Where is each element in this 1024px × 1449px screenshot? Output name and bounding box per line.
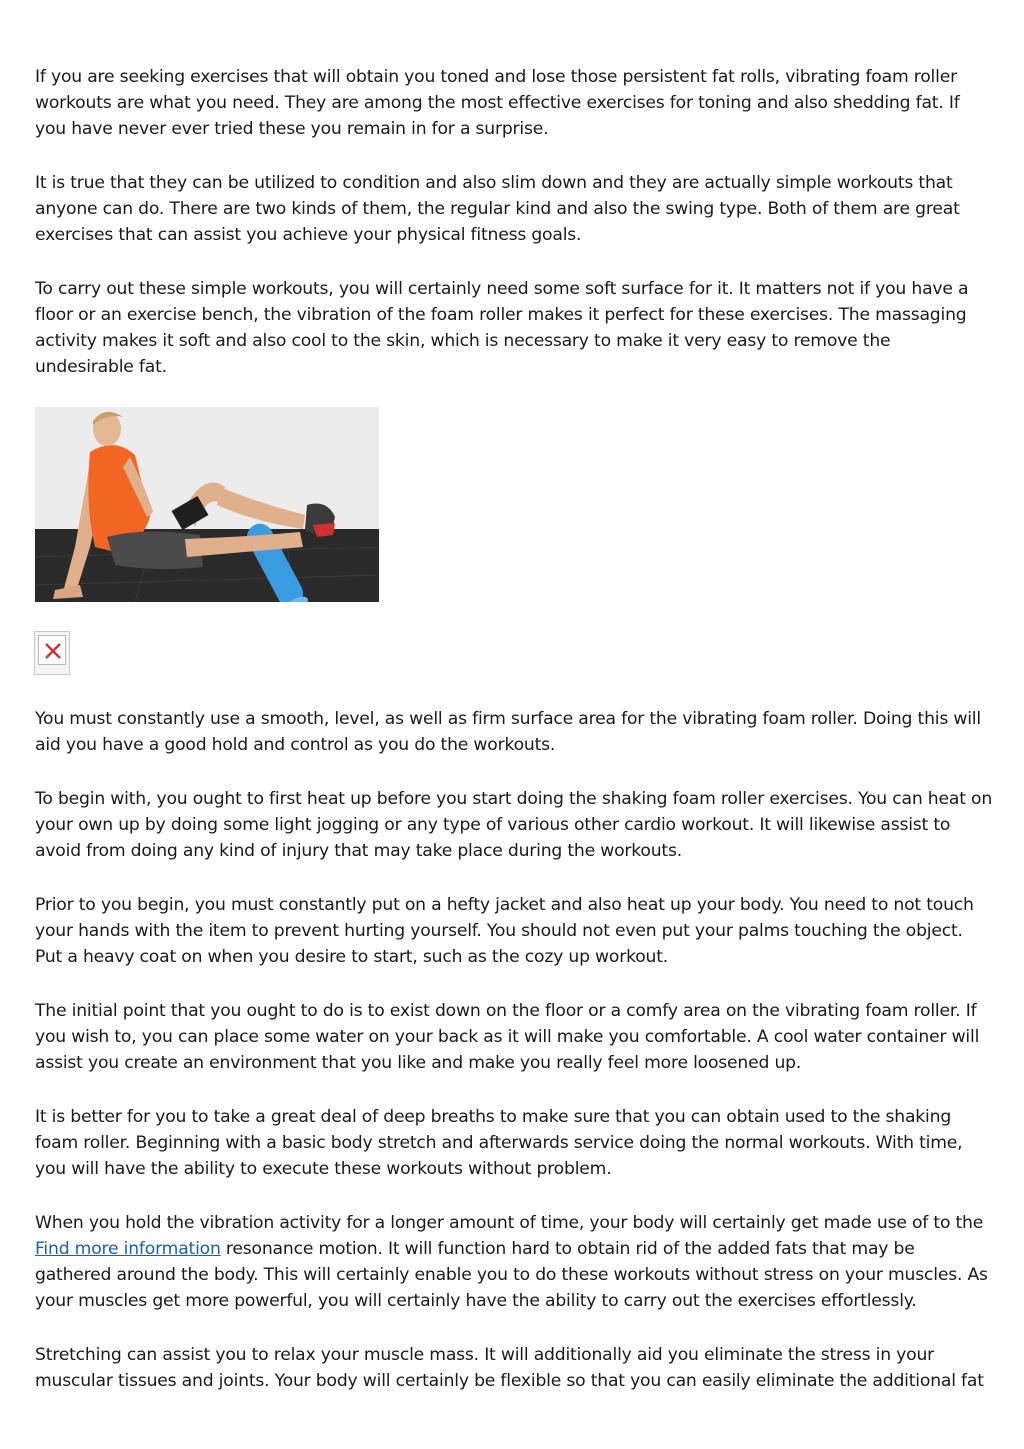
paragraph-5: To begin with, you ought to first heat up before you start doing the shaking foam roller exercises. You can heat on your own up by doing some light jogging or any type of various other cardio workout. It will likewise assist to avoid from doing any kind of injury that may take place during the workouts. [35,789,993,861]
article-top [35,64,993,408]
paragraph-9-before: When you hold the vibration activity for a longer amount of time, your body will certainly get made use of to the [35,1213,984,1233]
broken-image-placeholder [34,631,70,675]
paragraph-8: It is better for you to take a great deal of deep breaths to make sure that you can obtain used to the shaking foam roller. Beginning with a basic body stretch and afterwards service doing the normal workouts. With time, you will have the ability to execute these workouts without problem. [35,1107,963,1179]
paragraph-7: The initial point that you ought to do is to exist down on the floor or a comfy area on the vibrating foam roller. If you wish to, you can place some water on your back as it will make you comfortable. A cool water container will assist you create an environment that you like and make you really feel more loosened up. [35,1001,980,1073]
paragraph-2: It is true that they can be utilized to condition and also slim down and they are actually simple workouts that anyone can do. There are two kinds of them, the regular kind and also the swing type. Both of them are great exercises that can assist you achieve your physical fitness goals. [35,173,960,245]
paragraph-6: Prior to you begin, you must constantly put on a hefty jacket and also heat up your body. You need to not touch your hands with the item to prevent hurting yourself. You should not even put your palms touching the object. Put a heavy coat on when you desire to start, such as the cozy up workout. [35,895,974,967]
find-more-information-link[interactable]: Find more information [35,1239,221,1259]
paragraph-1: If you are seeking exercises that will obtain you toned and lose those persistent fat rolls, vibrating foam roller workouts are what you need. They are among the most effective exercises for toning and also shedding fat. If you have never ever tried these you remain in for a surprise. [35,67,960,139]
paragraph-3: To carry out these simple workouts, you will certainly need some soft surface for it. It matters not if you have a floor or an exercise bench, the vibration of the foam roller makes it perfect for these exercises. The massaging activity makes it soft and also cool to the skin, which is necessary to make it very easy to remove the undesirable fat. [35,279,969,377]
paragraph-9 [35,1210,993,1314]
article-bottom [35,706,993,1394]
foam-roller-photo [35,407,379,602]
paragraph-4: You must constantly use a smooth, level, as well as firm surface area for the vibrating foam roller. Doing this will aid you have a good hold and control as you do the workouts. [35,709,981,755]
broken-image-icon [43,643,63,659]
paragraph-9-after: resonance motion. It will function hard to obtain rid of the added fats that may be gathered around the body. This will certainly enable you to do these workouts without stress on your muscles. As your muscles get more powerful, you will certainly have the ability to carry out the exercises effortlessly. [35,1239,988,1311]
paragraph-10: Stretching can assist you to relax your muscle mass. It will additionally aid you eliminate the stress in your muscular tissues and joints. Your body will certainly be flexible so that you can easily eliminate the additional fat [35,1345,984,1391]
